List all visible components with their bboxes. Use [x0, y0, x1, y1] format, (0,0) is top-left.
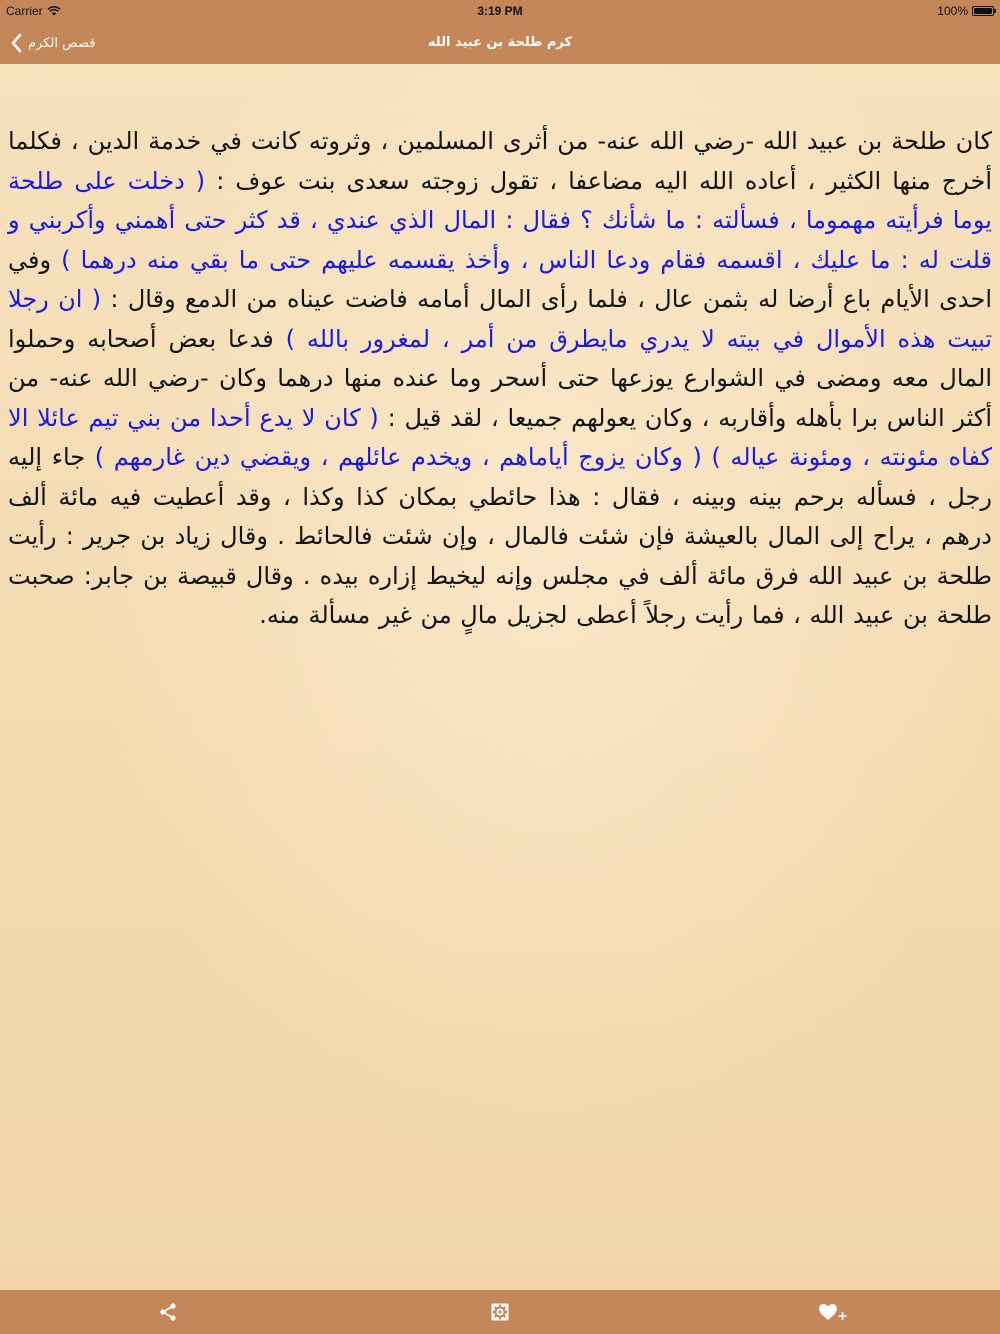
- battery-group: [937, 4, 994, 18]
- battery-icon: [972, 6, 994, 16]
- favorite-button[interactable]: [812, 1290, 856, 1334]
- settings-button[interactable]: [480, 1290, 520, 1334]
- narrative-text: فدعا بعض أصحابه وحملوا المال معه ومضى في الشوارع يوزعها حتى أسحر وما عنده منها درهما وكان -رضي الله عنه- من أكثر الناس برا بأهله وأقاربه ، وكان يعولهم جميعا ، لقد قيل :: [8, 324, 992, 432]
- page-title: كرم طلحة بن عبيد الله: [427, 35, 573, 50]
- bottom-toolbar: [0, 1290, 1000, 1334]
- quote-text: ( دخلت على طلحة يوما فرأيته مهموما ، فسألته : ما شأنك ؟ فقال : المال الذي عندي ، قد كثر حتى أهمني وأكربني و قلت له : ما عليك ، اقسمه فقام ودعا الناس ، وأخذ يقسمه عليهم حتى ما بقي منه درهما ): [8, 166, 992, 274]
- back-button-label: قصص الكرم: [28, 35, 96, 51]
- share-button[interactable]: [148, 1290, 188, 1334]
- gear-icon: [490, 1302, 510, 1322]
- quote-text: ( ان رجلا تبيت هذه الأموال في بيته لا يدري مايطرق من أمر ، لمغرور بالله ): [8, 285, 992, 353]
- status-bar: [0, 0, 1000, 22]
- battery-percent: 100%: [937, 4, 968, 18]
- story-text: [8, 122, 992, 636]
- quote-text: ( كان لا يدع أحدا من بني تيم عائلا الا كفاه مئونته ، ومئونة عياله ) ( وكان يزوج أياماهم ، ويخدم عائلهم ، ويقضي دين غارمهم ): [8, 403, 992, 471]
- narrative-text: كان طلحة بن عبيد الله -رضي الله عنه- من أثرى المسلمين ، وثروته كانت في خدمة الدين ، فكلما أخرج منها الكثير ، أعاده الله اليه مضاعفا ، تقول زوجته سعدى بنت عوف :: [8, 127, 992, 195]
- narrative-text: وفي احدى الأيام باع أرضا له بثمن عال ، فلما رأى المال أمامه فاضت عيناه من الدمع وقال :: [8, 245, 992, 313]
- clock: 3:19 PM: [477, 4, 523, 18]
- share-icon: [158, 1302, 178, 1322]
- navigation-bar: [0, 22, 1000, 64]
- story-content[interactable]: [0, 64, 1000, 1290]
- heart-plus-icon: [818, 1302, 850, 1322]
- carrier-label: Carrier: [6, 4, 43, 18]
- battery-fill: [974, 8, 992, 14]
- narrative-text: جاء إليه رجل ، فسأله برحم بينه وبينه ، فقال : هذا حائطي بمكان كذا وكذا ، وقد أعطيت فيه مائة ألف درهم ، يراح إلى المال بالعيشة فإن شئت فالمال ، وإن شئت فالحائط . وقال زياد بن جرير : رأيت طلحة بن عبيد الله فرق مائة ألف في مجلس وإنه ليخيط إزاره بيده . وقال قبيصة بن جابر: صحبت طلحة بن عبيد الله ، فما رأيت رجلاً أعطى لجزيل مالٍ من غير مسألة منه.: [8, 443, 992, 629]
